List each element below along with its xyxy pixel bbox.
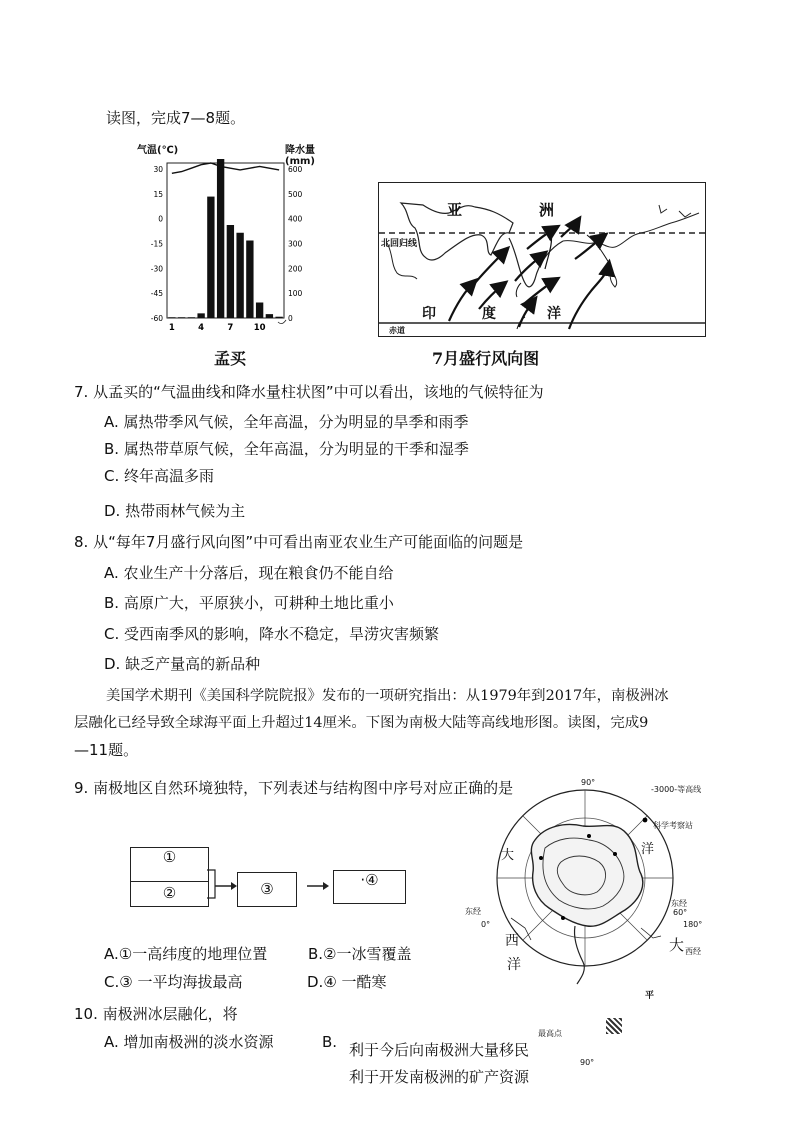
precip-tick-label: 300 xyxy=(288,239,303,249)
axis-paren xyxy=(278,320,286,324)
passage-line-1: 美国学术期刊《美国科学院院报》发布的一项研究指出：从1979年到2017年，南极洲冰 xyxy=(106,688,669,704)
precip-bar xyxy=(227,225,234,318)
precip-tick-label: 200 xyxy=(288,264,303,274)
precip-bar xyxy=(188,317,195,318)
q8-stem: 8. 从“每年7月盛行风向图”中可看出南亚农业生产可能面临的问题是 xyxy=(74,533,524,551)
ocean-char-1: 印 xyxy=(422,306,436,322)
month-tick-label: 1 xyxy=(168,323,175,333)
map-label-west-long: 西经 xyxy=(685,947,701,956)
climate-caption: 孟买 xyxy=(214,349,247,368)
precip-tick-label: 100 xyxy=(288,289,303,299)
structure-box-1 xyxy=(130,847,209,883)
map-label-ping: 平 xyxy=(645,991,655,1001)
q8-option-a: A. 农业生产十分落后，现在粮食仍不能自给 xyxy=(104,564,394,582)
asia-char-2: 洲 xyxy=(539,201,555,219)
box-2-label: ② xyxy=(162,884,177,902)
passage-line-2: 层融化已经导致全球海平面上升超过14厘米。下图为南极大陆等高线地形图。读图，完成9 xyxy=(74,715,649,731)
map-label-yang-bottom: 洋 xyxy=(507,957,521,973)
q9-option-a: A.①一高纬度的地理位置 xyxy=(104,945,268,963)
q10-option-b-label: B. xyxy=(322,1033,338,1051)
q10-option-c-text: 利于开发南极洲的矿产资源 xyxy=(349,1068,530,1086)
structure-box-2 xyxy=(130,881,209,907)
map-small-label: 最高点 xyxy=(538,1029,562,1038)
q7-option-c: C. 终年高温多雨 xyxy=(104,467,215,485)
precip-tick-label: 500 xyxy=(288,189,303,199)
temp-tick-label: -30 xyxy=(150,264,163,274)
precip-bar xyxy=(168,317,175,318)
map-texture-patch xyxy=(606,1018,622,1034)
tropic-label: 北回归线 xyxy=(381,239,418,249)
equator-label: 赤道 xyxy=(389,326,405,335)
map-label-da-left: 大 xyxy=(501,848,515,863)
precip-bar xyxy=(236,233,243,318)
precip-axis-label: 降水量(mm) xyxy=(285,145,315,167)
temp-axis-label: 气温(℃) xyxy=(137,145,179,156)
wind-map-caption: 7月盛行风向图 xyxy=(432,349,540,368)
lat-90-top: 90° xyxy=(581,778,596,787)
climate-svg xyxy=(135,137,310,337)
box-4-label: ·④ xyxy=(360,871,379,889)
precip-bar xyxy=(197,313,204,318)
precip-tick-label: 0 xyxy=(288,314,293,323)
precip-bar xyxy=(207,197,214,318)
q8-option-b: B. 高原广大，平原狭小，可耕种土地比重小 xyxy=(104,594,394,612)
plot-frame xyxy=(167,163,284,318)
q9-stem: 9. 南极地区自然环境独特，下列表述与结构图中序号对应正确的是 xyxy=(74,779,514,797)
temp-tick-label: -60 xyxy=(150,314,163,323)
ocean-char-2: 度 xyxy=(482,306,496,322)
precip-bar xyxy=(246,241,253,319)
map-label-60deg: 60° xyxy=(673,908,688,917)
precip-bar xyxy=(217,159,224,318)
lat-90-bottom: 90° xyxy=(580,1058,595,1067)
antarctic-map xyxy=(465,778,715,1008)
map-legend-contour: -3000-等高线 xyxy=(651,785,702,794)
q7-option-a: A. 属热带季风气候，全年高温，分为明显的旱季和雨季 xyxy=(104,413,469,431)
q7-option-b: B. 属热带草原气候，全年高温，分为明显的干季和湿季 xyxy=(104,440,469,458)
q8-option-d: D. 缺乏产量高的新品种 xyxy=(104,655,261,673)
ocean-char-3: 洋 xyxy=(547,306,561,322)
wind-map xyxy=(378,182,706,337)
passage-line-3: —11题。 xyxy=(74,741,139,759)
month-tick-label: 4 xyxy=(198,323,205,333)
box-3-label: ③ xyxy=(260,880,274,898)
map-legend-station: 科学考察站 xyxy=(653,821,693,830)
precip-bar xyxy=(178,317,185,318)
climate-chart xyxy=(135,137,315,337)
map-label-east-long-right: 东经 xyxy=(671,899,687,908)
asia-char-1: 亚 xyxy=(447,201,463,219)
q9-option-c: C.③ 一平均海拔最高 xyxy=(104,973,243,991)
precip-bar xyxy=(275,317,282,318)
map-label-yang-right: 洋 xyxy=(641,842,655,857)
map-label-180deg: 180° xyxy=(683,920,703,929)
intro-text: 读图，完成7—8题。 xyxy=(106,109,246,127)
q9-option-d: D.④ 一酷寒 xyxy=(307,973,387,991)
month-tick-label: 10 xyxy=(253,323,266,333)
temp-tick-label: 30 xyxy=(153,165,163,174)
q9-option-b: B.②一冰雪覆盖 xyxy=(308,945,412,963)
map-label-east-long: 东经 xyxy=(465,907,481,916)
map-label-da-right: 大 xyxy=(669,936,685,954)
map-label-xi: 西 xyxy=(505,933,519,949)
temp-tick-label: -45 xyxy=(150,289,163,299)
precip-bar xyxy=(266,314,273,318)
temp-tick-label: 0 xyxy=(158,214,163,224)
temp-tick-label: -15 xyxy=(150,239,163,249)
precip-tick-label: 400 xyxy=(288,214,303,224)
structure-box-4 xyxy=(333,870,406,904)
q7-stem: 7. 从孟买的“气温曲线和降水量柱状图”中可以看出，该地的气候特征为 xyxy=(74,383,544,401)
q10-option-a: A. 增加南极洲的淡水资源 xyxy=(104,1033,274,1051)
q10-option-b-text: 利于今后向南极洲大量移民 xyxy=(349,1041,530,1059)
temp-tick-label: 15 xyxy=(153,189,163,199)
precip-bar xyxy=(256,303,263,319)
map-label-0deg: 0° xyxy=(481,920,491,929)
q10-stem: 10. 南极洲冰层融化，将 xyxy=(74,1005,238,1023)
month-tick-label: 7 xyxy=(227,323,234,333)
box-1-label: ① xyxy=(162,848,177,866)
q7-option-d: D. 热带雨林气候为主 xyxy=(104,502,246,520)
q8-option-c: C. 受西南季风的影响，降水不稳定，旱涝灾害频繁 xyxy=(104,625,440,643)
structure-box-3 xyxy=(237,872,297,907)
precip-tick-label: 600 xyxy=(288,165,303,174)
antarctic-map-svg xyxy=(465,778,715,1008)
